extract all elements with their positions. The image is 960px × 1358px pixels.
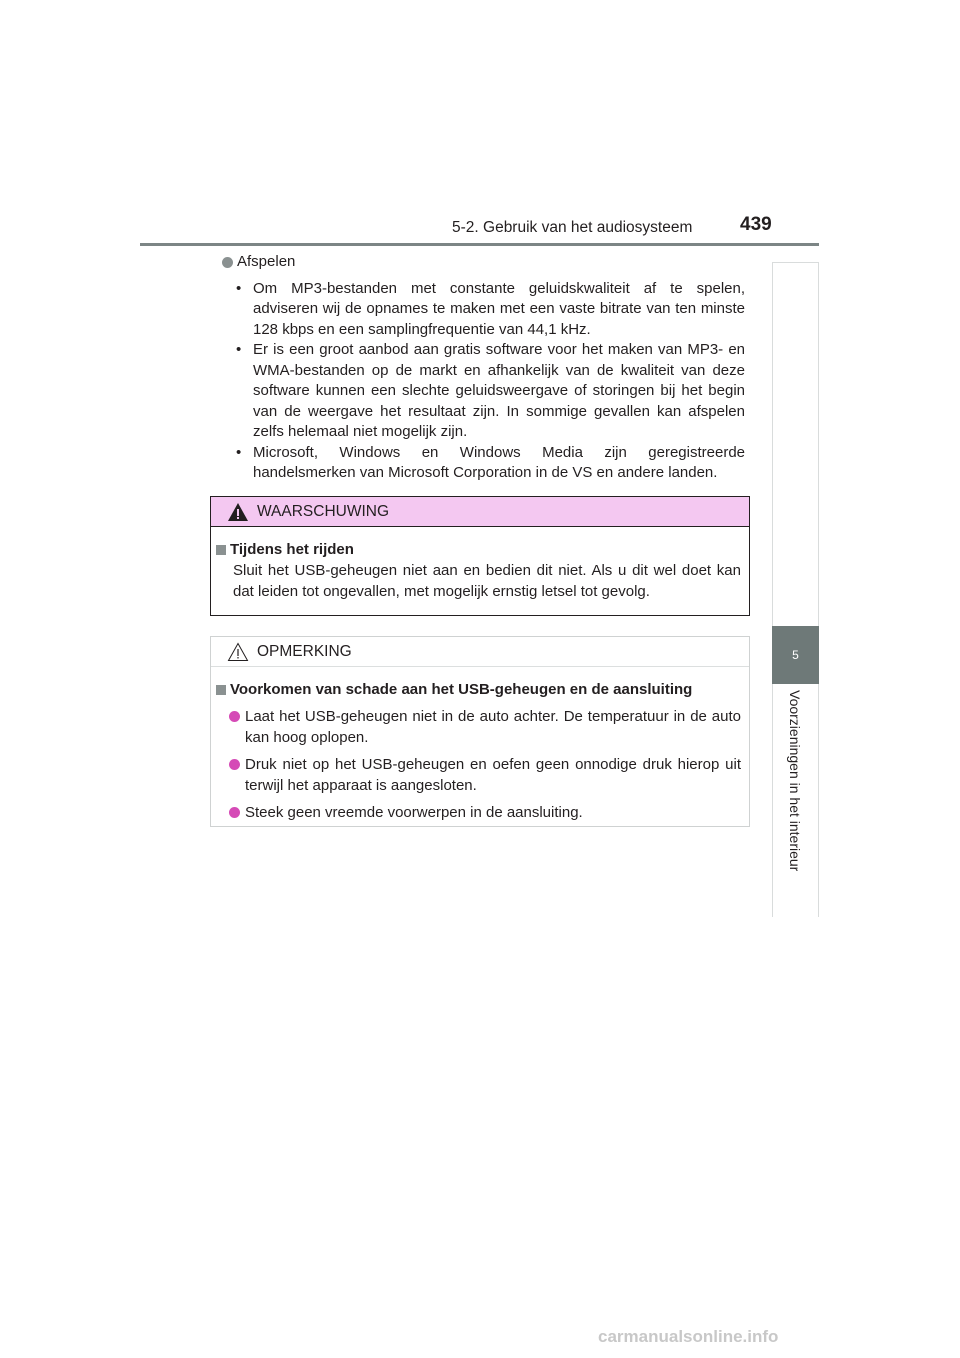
- warning-body: [211, 527, 749, 602]
- list-item: • Om MP3-bestanden met constante geluidskwaliteit af te spelen, adviseren wij de opnames te maken met een vaste bitrate van ten minste 128 kbps en een samplingfrequentie van 44,1 kHz.: [236, 279, 745, 341]
- bullet-dot-icon: [229, 807, 240, 818]
- list-item: Laat het USB-geheugen niet in de auto achter. De temperatuur in de auto kan hoog oplopen.: [216, 706, 741, 748]
- warning-header: [211, 497, 749, 527]
- notice-header: [211, 637, 749, 667]
- chapter-tab: [772, 626, 819, 684]
- chapter-number: 5: [792, 648, 799, 662]
- playback-heading: [222, 252, 745, 273]
- list-item: • Microsoft, Windows en Windows Media zijn geregistreerde handelsmerken van Microsoft Corporation in de VS en andere landen.: [236, 443, 745, 484]
- notice-subheading-text: Voorkomen van schade aan het USB-geheugen en de aansluiting: [230, 681, 693, 698]
- notice-body: [211, 667, 749, 823]
- warning-title: WAARSCHUWING: [257, 502, 390, 520]
- square-bullet-icon: [216, 545, 226, 555]
- notice-subheading: [216, 679, 741, 700]
- warning-text: Sluit het USB-geheugen niet aan en bedien dit niet. Als u dit wel doet kan dat leiden tot ongevallen, met mogelijk ernstig letsel tot gevolg.: [233, 562, 741, 600]
- watermark: carmanualsonline.info: [598, 1327, 779, 1346]
- warning-box: [210, 496, 750, 616]
- caution-triangle-icon: [227, 642, 249, 662]
- notice-box: [210, 636, 750, 827]
- warning-triangle-icon: [227, 502, 249, 522]
- header-rule: [140, 243, 819, 246]
- chapter-title: Voorzieningen in het interieur: [787, 690, 803, 872]
- warning-subheading-text: Tijdens het rijden: [230, 541, 354, 558]
- notice-title: OPMERKING: [257, 642, 352, 660]
- list-item: Steek geen vreemde voorwerpen in de aansluiting.: [216, 802, 741, 823]
- playback-bullets: [222, 279, 745, 484]
- bullet-dot-icon: [229, 759, 240, 770]
- section-title: 5-2. Gebruik van het audiosysteem: [452, 219, 693, 236]
- square-bullet-icon: [216, 685, 226, 695]
- bullet-dot-icon: [222, 257, 233, 268]
- list-item: • Er is een groot aanbod aan gratis software voor het maken van MP3- en WMA-bestanden op de markt en afhankelijk van de kwaliteit van deze software kunnen een slechte geluidsweergave of storingen bij het begin van de weergave het resultaat zijn. In sommige gevallen kan afspelen zelfs helemaal niet mogelijk zijn.: [236, 340, 745, 443]
- bullet-dot-icon: [229, 711, 240, 722]
- page-number: 439: [740, 214, 772, 235]
- playback-heading-text: Afspelen: [237, 253, 296, 270]
- warning-subheading: [216, 539, 741, 560]
- playback-section: [222, 252, 745, 484]
- list-item: Druk niet op het USB-geheugen en oefen geen onnodige druk hierop uit terwijl het apparaat is aangesloten.: [216, 754, 741, 796]
